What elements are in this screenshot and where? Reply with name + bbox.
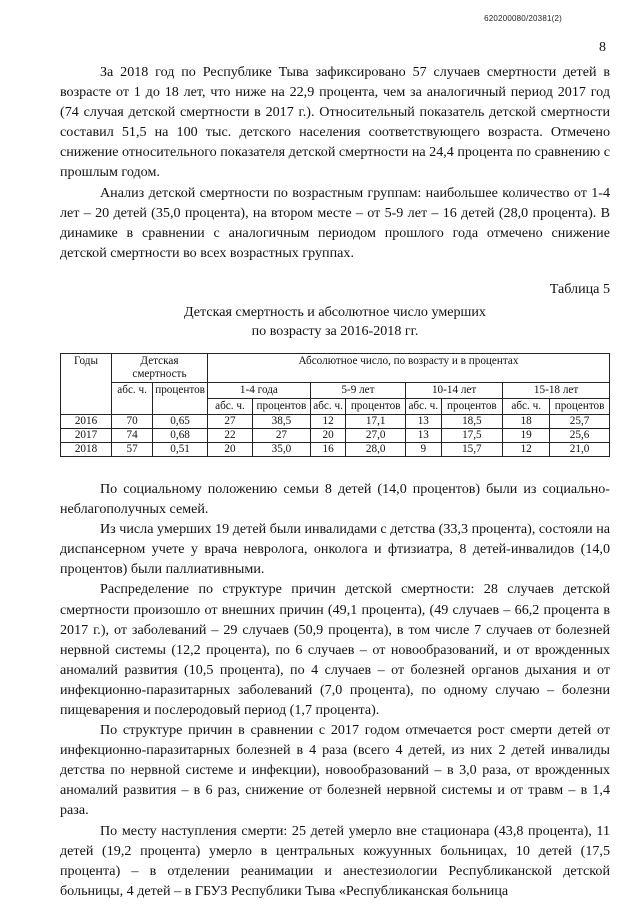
- table-title-line-1: Детская смертность и абсолютное число умерших: [184, 303, 486, 320]
- header-sub-abs: абс. ч.: [310, 398, 345, 414]
- cell-g4-pct: 25,7: [550, 414, 610, 428]
- cell-year: 2018: [61, 442, 112, 456]
- cell-g3-abs: 9: [406, 442, 441, 456]
- cell-g4-abs: 18: [503, 414, 550, 428]
- paragraph-social-status: По социальному положению семьи 8 детей (14,0 процентов) были из социально-неблагополучных семей.: [60, 480, 610, 518]
- header-child-mortality: Детская смертность: [112, 353, 208, 382]
- paragraph-disabled-children: Из числа умерших 19 детей были инвалидами с детства (33,3 процента), состояли на диспансерном учете у врача невролога, онколога и фтизиатра, 8 детей-инвалидов (14,0 процентов) были паллиативными.: [60, 521, 610, 578]
- cell-year: 2016: [61, 414, 112, 428]
- cell-g4-pct: 21,0: [550, 442, 610, 456]
- page-number: 8: [599, 40, 606, 55]
- header-abs: абс. ч.: [112, 382, 153, 414]
- header-sub-percent: процентов: [252, 398, 310, 414]
- cell-g2-abs: 12: [310, 414, 345, 428]
- header-group-10-14: 10-14 лет: [406, 382, 503, 398]
- cell-pct: 0,51: [153, 442, 208, 456]
- header-group-5-9: 5-9 лет: [310, 382, 405, 398]
- table-title-line-2: по возрасту за 2016-2018 гг.: [251, 322, 419, 339]
- header-sub-abs: абс. ч.: [406, 398, 441, 414]
- header-sub-percent: процентов: [550, 398, 610, 414]
- cell-g1-pct: 38,5: [252, 414, 310, 428]
- cell-year: 2017: [61, 428, 112, 442]
- cell-g4-abs: 12: [503, 442, 550, 456]
- cell-g4-pct: 25,6: [550, 428, 610, 442]
- cell-g3-abs: 13: [406, 414, 441, 428]
- cell-g4-abs: 19: [503, 428, 550, 442]
- cell-g3-pct: 15,7: [441, 442, 503, 456]
- table-row: [61, 442, 610, 456]
- header-sub-percent: процентов: [441, 398, 503, 414]
- cell-g1-pct: 27: [252, 428, 310, 442]
- header-sub-abs: абс. ч.: [207, 398, 252, 414]
- cell-g2-pct: 27,0: [346, 428, 406, 442]
- table-title: [60, 303, 610, 341]
- header-years: Годы: [61, 353, 112, 414]
- cell-g1-abs: 20: [207, 442, 252, 456]
- header-sub-abs: абс. ч.: [503, 398, 550, 414]
- cell-abs: 74: [112, 428, 153, 442]
- cell-abs: 57: [112, 442, 153, 456]
- paragraph-place-of-death: По месту наступления смерти: 25 детей умерло вне стационара (43,8 процента), 11 детей (19,2 процента) умерло в центральных кожуунных больницах, 10 детей (17,5 процента) – в отделении реанимации и анестезиологии Республиканской детской больницы, 4 детей – в ГБУЗ Республики Тыва «Республиканская больница: [60, 822, 610, 899]
- cell-g3-pct: 17,5: [441, 428, 503, 442]
- cell-g1-abs: 22: [207, 428, 252, 442]
- cell-pct: 0,68: [153, 428, 208, 442]
- header-group-15-18: 15-18 лет: [503, 382, 610, 398]
- table-row: [61, 414, 610, 428]
- header-group-1-4: 1-4 года: [207, 382, 310, 398]
- document-body: [60, 62, 610, 901]
- cell-g1-abs: 27: [207, 414, 252, 428]
- cell-g1-pct: 35,0: [252, 442, 310, 456]
- paragraph-1: За 2018 год по Республике Тыва зафиксировано 57 случаев смертности детей в возрасте от 1 до 18 лет, что ниже на 22,9 процента, чем за аналогичный период 2017 год (74 случая детской смертности в 2017 г.). Относительный показатель детской смертности составил 51,5 на 100 тыс. детского населения соответствующего возраста. Отмечено снижение относительного показателя детской смертности на 24,4 процента по сравнению с прошлым годом.: [60, 64, 610, 181]
- cell-g2-abs: 16: [310, 442, 345, 456]
- paragraph-cause-structure: Распределение по структуре причин детской смертности: 28 случаев детской смертности произошло от внешних причин (49,1 процента), (49 случаев – 66,2 процента в 2017 г.), от заболеваний – 29 случаев (50,9 процента), в том числе 7 случаев от болезней нервной системы (12,2 процента), по 6 случаев – от новообразований, и от врожденных аномалий развития (10,5 процента), по 4 случаев – от болезней органов дыхания и от инфекционно-паразитарных заболеваний (7,0 процента), по одному случаю – болезни пищеварения и послеродовый период (1,7 процента).: [60, 581, 610, 718]
- header-percent: процентов: [153, 382, 208, 414]
- header-absolute-number: Абсолютное число, по возрасту и в процентах: [207, 353, 609, 382]
- cell-g3-pct: 18,5: [441, 414, 503, 428]
- table-label: Таблица 5: [549, 280, 610, 297]
- cell-g2-pct: 17,1: [346, 414, 406, 428]
- paragraph-2: Анализ детской смертности по возрастным группам: наибольшее количество от 1-4 лет – 20 детей (35,0 процента), на втором месте – от 5-9 лет – 16 детей (28,0 процента). В динамике в сравнении с аналогичным периодом прошлого года отмечено снижение детской смертности во всех возрастных группах.: [60, 184, 610, 261]
- cell-g3-abs: 13: [406, 428, 441, 442]
- mortality-table: [60, 353, 610, 457]
- cell-g2-pct: 28,0: [346, 442, 406, 456]
- cell-pct: 0,65: [153, 414, 208, 428]
- document-id: 620200080/20381(2): [484, 14, 562, 23]
- table-row: [61, 428, 610, 442]
- cell-abs: 70: [112, 414, 153, 428]
- header-sub-percent: процентов: [346, 398, 406, 414]
- paragraph-cause-comparison: По структуре причин в сравнении с 2017 годом отмечается рост смерти детей от инфекционно-паразитарных болезней в 4 раза (всего 4 детей, из них 2 детей инвалиды детства по нервной системе и инфекции), новообразований – в 3,0 раза, от врожденных аномалий развития – в 6 раз, снижение от болезней нервной системы и от травм – в 1,4 раза.: [60, 722, 610, 819]
- cell-g2-abs: 20: [310, 428, 345, 442]
